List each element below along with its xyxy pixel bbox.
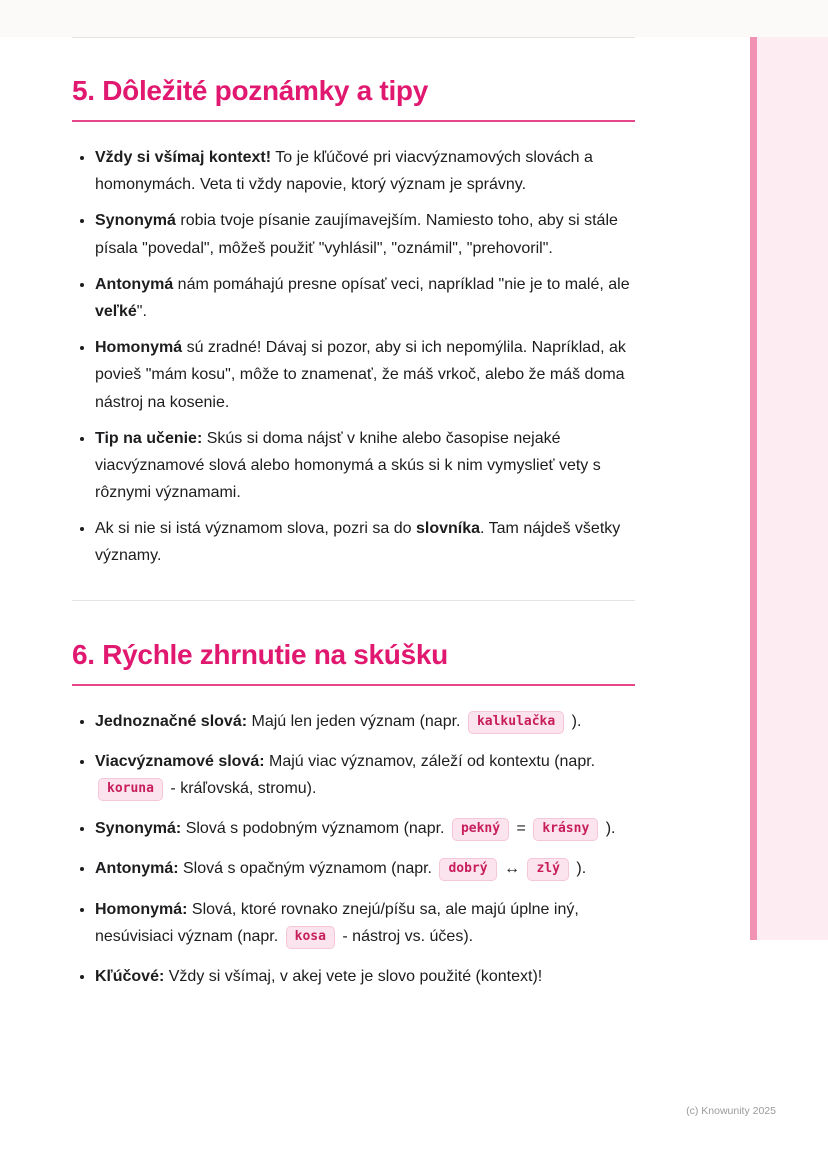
- text-run: . Tam nájdeš všetky významy.: [95, 520, 621, 565]
- section-notes: [72, 75, 635, 570]
- text-run: ).: [571, 860, 587, 878]
- code-chip: krásny: [533, 818, 598, 841]
- bold-text: Tip na učenie:: [95, 429, 203, 447]
- text-run: nám pomáhajú presne opísať veci, napríklad "nie je to malé, ale: [173, 275, 630, 293]
- code-chip: zlý: [527, 858, 568, 881]
- summary-list: [72, 708, 635, 991]
- text-run: sú zradné! Dávaj si pozor, aby si ich nepomýlila. Napríklad, ak povieš "mám kosu", môže to znamenať, že máš vrkoč, alebo že máš doma nástroj na kosenie.: [95, 339, 626, 411]
- list-item: [95, 748, 635, 802]
- bold-text: Antonymá:: [95, 860, 179, 878]
- text-run: robia tvoje písanie zaujímavejším. Namiesto toho, aby si stále písala "povedal", môžeš použiť "vyhlásil", "oznámil", "prehovoril".: [95, 212, 618, 257]
- bold-text: Homonymá: [95, 339, 183, 357]
- list-item: [95, 425, 635, 507]
- text-run: Majú viac významov, záleží od kontextu (napr.: [264, 752, 596, 770]
- text-run: ".: [136, 302, 147, 320]
- list-item: [95, 963, 635, 990]
- bold-text: Homonymá:: [95, 900, 188, 918]
- text-run: Ak si nie si istá významom slova, pozri sa do: [95, 520, 417, 538]
- bold-text: Viacvýznamové slová:: [95, 752, 265, 770]
- text-run: To je kľúčové pri viacvýznamových slovách a homonymách. Veta ti vždy napovie, ktorý význam je správny.: [95, 149, 593, 194]
- bold-text: Antonymá: [95, 275, 174, 293]
- text-run: =: [512, 820, 531, 838]
- text-run: ).: [567, 712, 582, 730]
- footer-copyright: (c) Knowunity 2025: [686, 1105, 776, 1117]
- text-run: Slová, ktoré rovnako znejú/píšu sa, ale majú úplne iný, nesúvisiaci význam (napr.: [95, 900, 579, 945]
- section-summary-title: 6. Rýchle zhrnutie na skúšku: [72, 639, 635, 686]
- bold-text: Kľúčové:: [95, 967, 165, 985]
- list-item: [95, 896, 635, 950]
- text-run: ).: [601, 820, 616, 838]
- text-run: - nástroj vs. účes).: [337, 927, 474, 945]
- text-run: - kráľovská, stromu).: [165, 780, 317, 797]
- section-notes-title: 5. Dôležité poznámky a tipy: [72, 75, 635, 122]
- list-item: [95, 207, 635, 261]
- text-run: Skús si doma nájsť v knihe alebo časopise nejaké viacvýznamové slová alebo homonymá a skús si k nim vymyslieť vety s rôznymi významami.: [95, 429, 601, 502]
- code-chip: kosa: [286, 926, 335, 949]
- text-run: ↔: [499, 860, 525, 878]
- side-accent-line: [750, 37, 757, 940]
- section-divider: [72, 600, 635, 601]
- bold-text: Vždy si všímaj kontext!: [95, 149, 272, 166]
- list-item: [95, 144, 635, 198]
- code-chip: kalkulačka: [468, 711, 564, 734]
- list-item: [95, 334, 635, 416]
- side-pink-band: [757, 37, 828, 940]
- text-run: Slová s podobným významom (napr.: [181, 820, 449, 838]
- list-item: [95, 515, 635, 569]
- text-run: Majú len jeden význam (napr.: [247, 712, 465, 730]
- bold-text: veľké: [95, 302, 137, 320]
- code-chip: pekný: [452, 818, 509, 841]
- code-chip: koruna: [98, 778, 163, 801]
- bold-text: slovníka: [416, 520, 481, 538]
- viewer-top-strip: [0, 0, 828, 37]
- bold-text: Jednoznačné slová:: [95, 712, 248, 730]
- bold-text: Synonymá: [95, 212, 176, 230]
- list-item: [95, 271, 635, 325]
- section-summary: [72, 639, 635, 991]
- list-item: [95, 855, 635, 882]
- list-item: [95, 815, 635, 842]
- bold-text: Synonymá:: [95, 820, 182, 838]
- notes-list: [72, 144, 635, 570]
- list-item: [95, 708, 635, 735]
- text-run: Vždy si všímaj, v akej vete je slovo použité (kontext)!: [164, 967, 543, 985]
- code-chip: dobrý: [439, 858, 496, 881]
- page-content: [72, 37, 635, 1003]
- text-run: Slová s opačným významom (napr.: [178, 860, 437, 878]
